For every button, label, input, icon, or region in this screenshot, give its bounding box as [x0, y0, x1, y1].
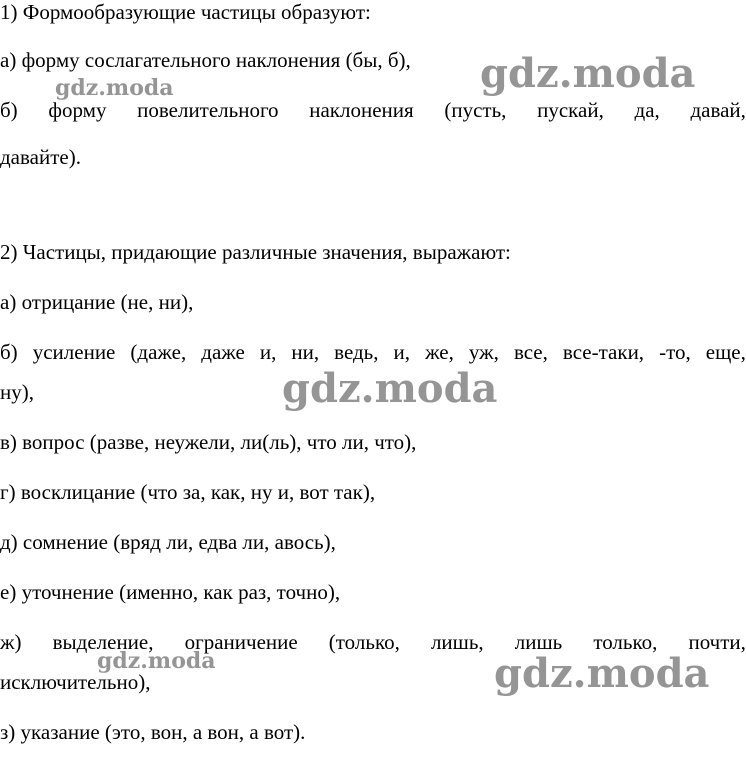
word: ведь, — [334, 340, 379, 364]
section2-item-d: д) сомнение (вряд ли, едва ли, авось), — [0, 530, 336, 554]
watermark: gdz.moda — [494, 650, 710, 697]
word: ограничение — [184, 630, 298, 654]
watermark: gdz.moda — [282, 365, 498, 412]
section1-heading: 1) Формообразующие частицы образуют: — [0, 0, 371, 24]
watermark: gdz.moda — [480, 50, 696, 97]
word: только, — [593, 630, 658, 654]
word: форму — [48, 98, 107, 122]
word: повелительного — [137, 98, 279, 122]
section2-item-v: в) вопрос (разве, неужели, ли(ль), что ли, что), — [0, 430, 417, 454]
watermark: gdz.moda — [97, 648, 216, 674]
word: все, — [513, 340, 548, 364]
word: еще, — [705, 340, 746, 364]
word: выделение, — [52, 630, 154, 654]
word: (только, — [328, 630, 400, 654]
word: усиление — [32, 340, 116, 364]
word: даже — [201, 340, 245, 364]
section2-item-zh-line2: исключительно), — [0, 670, 151, 694]
watermark: gdz.moda — [55, 75, 174, 101]
section2-item-a: а) отрицание (не, ни), — [0, 290, 194, 314]
word: б) — [0, 98, 18, 122]
word: (пусть, — [444, 98, 507, 122]
word: же, — [425, 340, 454, 364]
section1-item-a: а) форму сослагательного наклонения (бы, б), — [0, 48, 411, 72]
word: -то, — [659, 340, 691, 364]
word: и, — [259, 340, 277, 364]
word: давай, — [690, 98, 746, 122]
section2-item-z: з) указание (это, вон, а вон, а вот). — [0, 720, 306, 744]
word: и, — [393, 340, 411, 364]
word: лишь — [514, 630, 563, 654]
word: да, — [634, 98, 660, 122]
word: пускай, — [537, 98, 604, 122]
section2-item-b-line2: ну), — [0, 380, 34, 404]
section2-item-e: е) уточнение (именно, как раз, точно), — [0, 580, 341, 604]
section1-item-b-line1 — [0, 98, 746, 122]
word: б) — [0, 340, 18, 364]
section2-item-g: г) восклицание (что за, как, ну и, вот так), — [0, 480, 376, 504]
section1-item-b-line2: давайте). — [0, 145, 81, 169]
word: ни, — [291, 340, 320, 364]
word: все-таки, — [562, 340, 645, 364]
word: наклонения — [309, 98, 414, 122]
word: лишь, — [430, 630, 484, 654]
word: (даже, — [130, 340, 187, 364]
section2-heading: 2) Частицы, придающие различные значения, выражают: — [0, 240, 511, 264]
section2-item-b-line1 — [0, 340, 746, 364]
word: уж, — [468, 340, 499, 364]
word: почти, — [688, 630, 746, 654]
word: ж) — [0, 630, 22, 654]
